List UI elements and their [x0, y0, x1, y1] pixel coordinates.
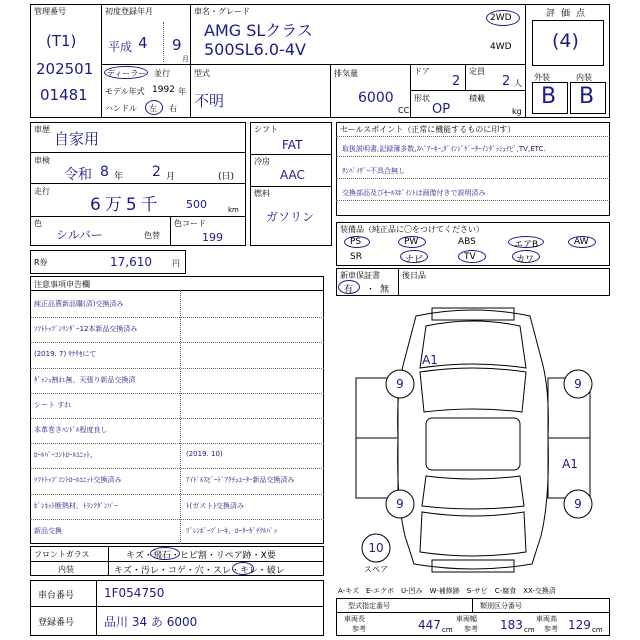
evaluation-label: 評価点 [546, 9, 592, 19]
divider [398, 268, 399, 296]
load-unit: kg [512, 107, 522, 116]
fuel-label: 燃料 [254, 189, 270, 198]
divider [30, 561, 324, 562]
notes-title: 注意事項申告欄 [34, 280, 90, 289]
tire-fl: 9 [396, 377, 404, 391]
divider [190, 64, 525, 65]
recycle-value: 17,610 [110, 255, 152, 269]
note-divider [30, 418, 324, 419]
note-right-9: ﾄ(ガスト)交換済み [186, 501, 244, 510]
divider [30, 152, 246, 153]
sales-point-2: ｻﾝﾊﾞｲｻﾞｰ不具合無し [342, 167, 405, 175]
warranty-no: 無 [380, 285, 390, 295]
divider [336, 178, 610, 179]
windshield-label: フロントガラス [34, 550, 90, 559]
model-year: 1992 [152, 85, 175, 95]
divider [96, 580, 97, 636]
damage-a1-right: A1 [562, 457, 578, 471]
mileage-label: 走行 [34, 187, 50, 196]
car-roof [426, 418, 520, 470]
displacement-unit: CC [398, 106, 410, 115]
tire-circles [362, 370, 592, 562]
warranty-sep: ・ [366, 285, 376, 295]
shape-label: 形状 [414, 94, 430, 103]
note-left-8: ｿﾌﾄﾄｯﾌﾟｺﾝﾄﾛｰﾙﾕﾆｯﾄ交換済み [34, 476, 122, 485]
note-left-6: 本革巻きﾊﾝﾄﾞﾙ程度良し [34, 426, 108, 434]
equip-pw: PW [404, 237, 419, 247]
divider [170, 216, 171, 246]
drive-4wd: 4WD [490, 42, 512, 52]
handle-left: 左 [149, 104, 157, 113]
warranty-label: 新車保証書 [340, 271, 380, 280]
note-divider [30, 393, 324, 394]
plate-label: 登録番号 [38, 618, 75, 628]
exterior-label: 外装 [534, 73, 550, 82]
note-left-5: シート すれ [34, 400, 72, 409]
divider [250, 186, 332, 187]
divider [190, 4, 191, 118]
plate-value: 品川 34 あ 6000 [104, 615, 198, 629]
dims-model-label: 型式指定番号 [348, 602, 390, 610]
divider [410, 90, 525, 91]
spare-label: スペア [364, 565, 388, 574]
dims-len-unit: cm [442, 626, 453, 634]
shift-label: シフト [254, 125, 278, 134]
dims-len: 447 [418, 618, 441, 632]
tire-rr: 9 [574, 497, 582, 511]
equip-leather: カワ [516, 255, 535, 265]
dims-hgt: 129 [568, 618, 591, 632]
handle-label: ハンドル [105, 104, 137, 113]
first-reg-era: 平成 [108, 40, 133, 54]
shaken-year: 8 [100, 164, 109, 180]
fuel-value: ガソリン [266, 210, 315, 224]
equip-abs: ABS [458, 237, 476, 247]
load-label: 積載 [469, 94, 485, 103]
car-name-label: 車名・グレード [194, 7, 250, 16]
divider [163, 22, 164, 62]
divider [336, 156, 610, 157]
note-left-3: (2019. 7) ｻｹｻｾにて [34, 350, 97, 359]
color-cat-label: 色替 [144, 231, 160, 240]
model-label: 型式 [194, 69, 210, 78]
note-left-4: ﾀﾞｯｼｭ割れ無、天張り新品交換済 [34, 375, 136, 384]
note-divider [30, 342, 324, 343]
parallel-label: 並行 [154, 69, 170, 78]
color-value: シルバー [56, 228, 103, 242]
note-left-7: ﾛｰﾙﾊﾞｰｺﾝﾄﾛｰﾙﾕﾆｯﾄ、 [34, 451, 97, 460]
usage-value: 自家用 [54, 130, 100, 148]
divider [101, 4, 102, 118]
displacement-value: 6000 [358, 90, 394, 106]
interior-grade: B [579, 84, 595, 109]
note-divider [30, 368, 324, 369]
windshield-items: キズ・飛石・ヒビ割・リペア跡・X要 [126, 551, 276, 561]
note-right-8: ｱｲﾄﾞﾙｽﾋﾟｰﾄﾞｱｸﾁｭｴｰﾀｰ新品交換済み [186, 476, 295, 485]
chassis-label: 車台番号 [38, 591, 75, 601]
note-divider [30, 494, 324, 495]
divider [30, 183, 246, 184]
equip-tv: TV [464, 252, 476, 262]
divider [30, 216, 246, 217]
shape-value: OP [432, 102, 451, 117]
car-trunk [420, 512, 526, 556]
car-windshield [420, 368, 526, 412]
note-left-10: 新品交換 [34, 526, 62, 535]
drive-2wd: 2WD [490, 13, 512, 23]
sales-point-1: 取扱説明書,記録簿多数,ｽﾍﾟｱｰｷｰ,ﾀﾞｲﾝｼﾞｹﾞｰﾀｰｲﾝﾀﾞｯｼｭﾅﾋﾞ,TV,ETC. [342, 145, 546, 153]
warranty-yes: 有 [344, 285, 354, 295]
shaken-month: 2 [152, 164, 161, 180]
kanri-line2: 202501 [36, 60, 94, 78]
color-code-label: 色コード [174, 219, 206, 228]
displacement-label: 排気量 [334, 69, 358, 78]
note-right-7: (2019. 10) [186, 450, 223, 459]
aircon-label: 冷房 [254, 157, 270, 166]
sales-point-3: 交換部品及びｾｰﾙｽﾎﾟｲﾝﾄは画像付きで説明済み [342, 189, 486, 197]
header-block [30, 4, 610, 118]
exterior-grade: B [541, 84, 557, 109]
divider [336, 200, 610, 201]
shaken-year-unit: 年 [114, 172, 124, 182]
car-diagram [336, 298, 610, 582]
car-name-line2: 500SL6.0-4V [204, 40, 306, 59]
shaken-era: 令和 [64, 167, 92, 183]
interior-mark-circle [232, 562, 254, 575]
capacity-label: 定員 [469, 67, 485, 76]
dims-wid-ref: 参考 [464, 625, 478, 633]
car-rear-window [422, 476, 524, 509]
shaken-label: 車検 [34, 156, 50, 165]
equip-aw: AW [574, 237, 589, 247]
recycle-block [30, 250, 186, 274]
doors-value: 2 [452, 74, 461, 89]
divider [336, 136, 610, 137]
dims-hgt-unit: cm [592, 626, 603, 634]
equip-airbag: エアB [514, 240, 539, 250]
mileage-unit: km [228, 206, 239, 214]
usage-label: 車歴 [34, 125, 50, 134]
evaluation-score: (4) [552, 30, 579, 52]
divider [525, 4, 526, 118]
car-name-line1: AMG SLクラス [204, 21, 313, 40]
model-year-unit: 年 [178, 87, 186, 96]
dims-len-label: 車両長 [344, 615, 365, 623]
kanri-line1: (T1) [46, 32, 77, 50]
aircon-value: AAC [280, 168, 305, 182]
divider [330, 64, 331, 118]
dims-len-ref: 参考 [352, 625, 366, 633]
divider [180, 290, 181, 544]
windshield-mark-circle [150, 547, 180, 560]
dims-wid-label: 車両幅 [456, 615, 477, 623]
dealer-label: ディーラー [107, 69, 147, 78]
first-reg-month: 9 [172, 36, 182, 54]
first-reg-label: 初度登録年月 [105, 7, 153, 16]
divider [30, 606, 324, 607]
mileage-sub: 500 [186, 198, 207, 211]
doors-label: ドア [414, 67, 430, 76]
note-divider [30, 317, 324, 318]
interior-items: キズ・汚レ・コゲ・穴・スレ・キレ・破レ [114, 566, 285, 576]
handle-right: 右 [169, 104, 177, 113]
equip-navi: ナビ [405, 255, 424, 265]
recycle-unit: 円 [172, 259, 180, 268]
kanri-label: 管理番号 [34, 7, 66, 16]
note-divider [30, 519, 324, 520]
dims-hgt-ref: 参考 [544, 625, 558, 633]
first-reg-month-unit: 月 [182, 55, 189, 63]
damage-a1-top: A1 [422, 353, 438, 367]
divider [101, 64, 190, 65]
spare-value: 10 [368, 541, 384, 555]
damage-legend: A-キズ E-エクボ U-凹み W-補修跡 S-サビ C-腐食 XX-交換済 [338, 587, 556, 595]
sales-points-title: セールスポイント（正常に機能するものに印す） [340, 125, 516, 134]
divider [108, 546, 109, 576]
chassis-value: 1F054750 [104, 586, 165, 600]
divider [410, 64, 411, 118]
note-divider [30, 443, 324, 444]
kanri-line3: 01481 [40, 86, 88, 104]
shift-value: FAT [282, 138, 303, 152]
note-left-1: 純正品貰新品購(済)交換済み [34, 300, 124, 308]
color-label: 色 [34, 219, 42, 228]
capacity-value: 2 [502, 74, 511, 89]
car-rear-bumper [432, 560, 514, 572]
interior-label: 内装 [58, 565, 74, 574]
dims-class-label: 類別区分番号 [480, 602, 522, 610]
color-code: 199 [202, 231, 223, 244]
shaken-day: (日) [218, 172, 235, 182]
equip-ps: PS [350, 237, 362, 247]
capacity-unit: 人 [514, 79, 522, 88]
divider [336, 612, 610, 613]
warranty-date-label: 後日品 [402, 271, 426, 280]
model-value: 不明 [194, 92, 225, 110]
equip-sr: SR [350, 252, 362, 262]
tire-fr: 9 [574, 377, 582, 391]
dims-wid-unit: cm [524, 626, 535, 634]
equipment-title: 装備品（純正品に〇をつけてください） [340, 225, 484, 234]
interior-label: 内装 [576, 73, 592, 82]
divider [465, 64, 466, 90]
first-reg-year: 4 [138, 34, 148, 52]
mileage-value: 6万5千 [90, 195, 162, 215]
note-left-9: ﾎﾞﾝﾈｯﾄ断熱材、ﾄﾗﾝｸﾀﾞﾝﾊﾟｰ [34, 501, 118, 510]
dims-hgt-label: 車両高 [536, 615, 557, 623]
car-body-outline [398, 310, 549, 569]
shaken-month-unit: 月 [166, 172, 176, 182]
dims-wid: 183 [500, 618, 523, 632]
divider [472, 598, 473, 612]
divider [250, 154, 332, 155]
tire-rl: 9 [396, 497, 404, 511]
note-right-10: ﾌﾞﾚﾝﾎﾞｰﾌﾞﾚｰｷ、ﾛｰﾀｰｶﾞﾃｸﾙﾊﾟｯ [186, 526, 277, 535]
recycle-label: R券 [34, 258, 48, 267]
model-year-label: モデル年式 [105, 87, 145, 96]
note-divider [30, 468, 324, 469]
note-left-2: ｿﾌﾄﾄｯﾌﾟｼﾘﾝﾀﾞｰ12本新品交換済み [34, 325, 138, 334]
divider [30, 290, 324, 291]
